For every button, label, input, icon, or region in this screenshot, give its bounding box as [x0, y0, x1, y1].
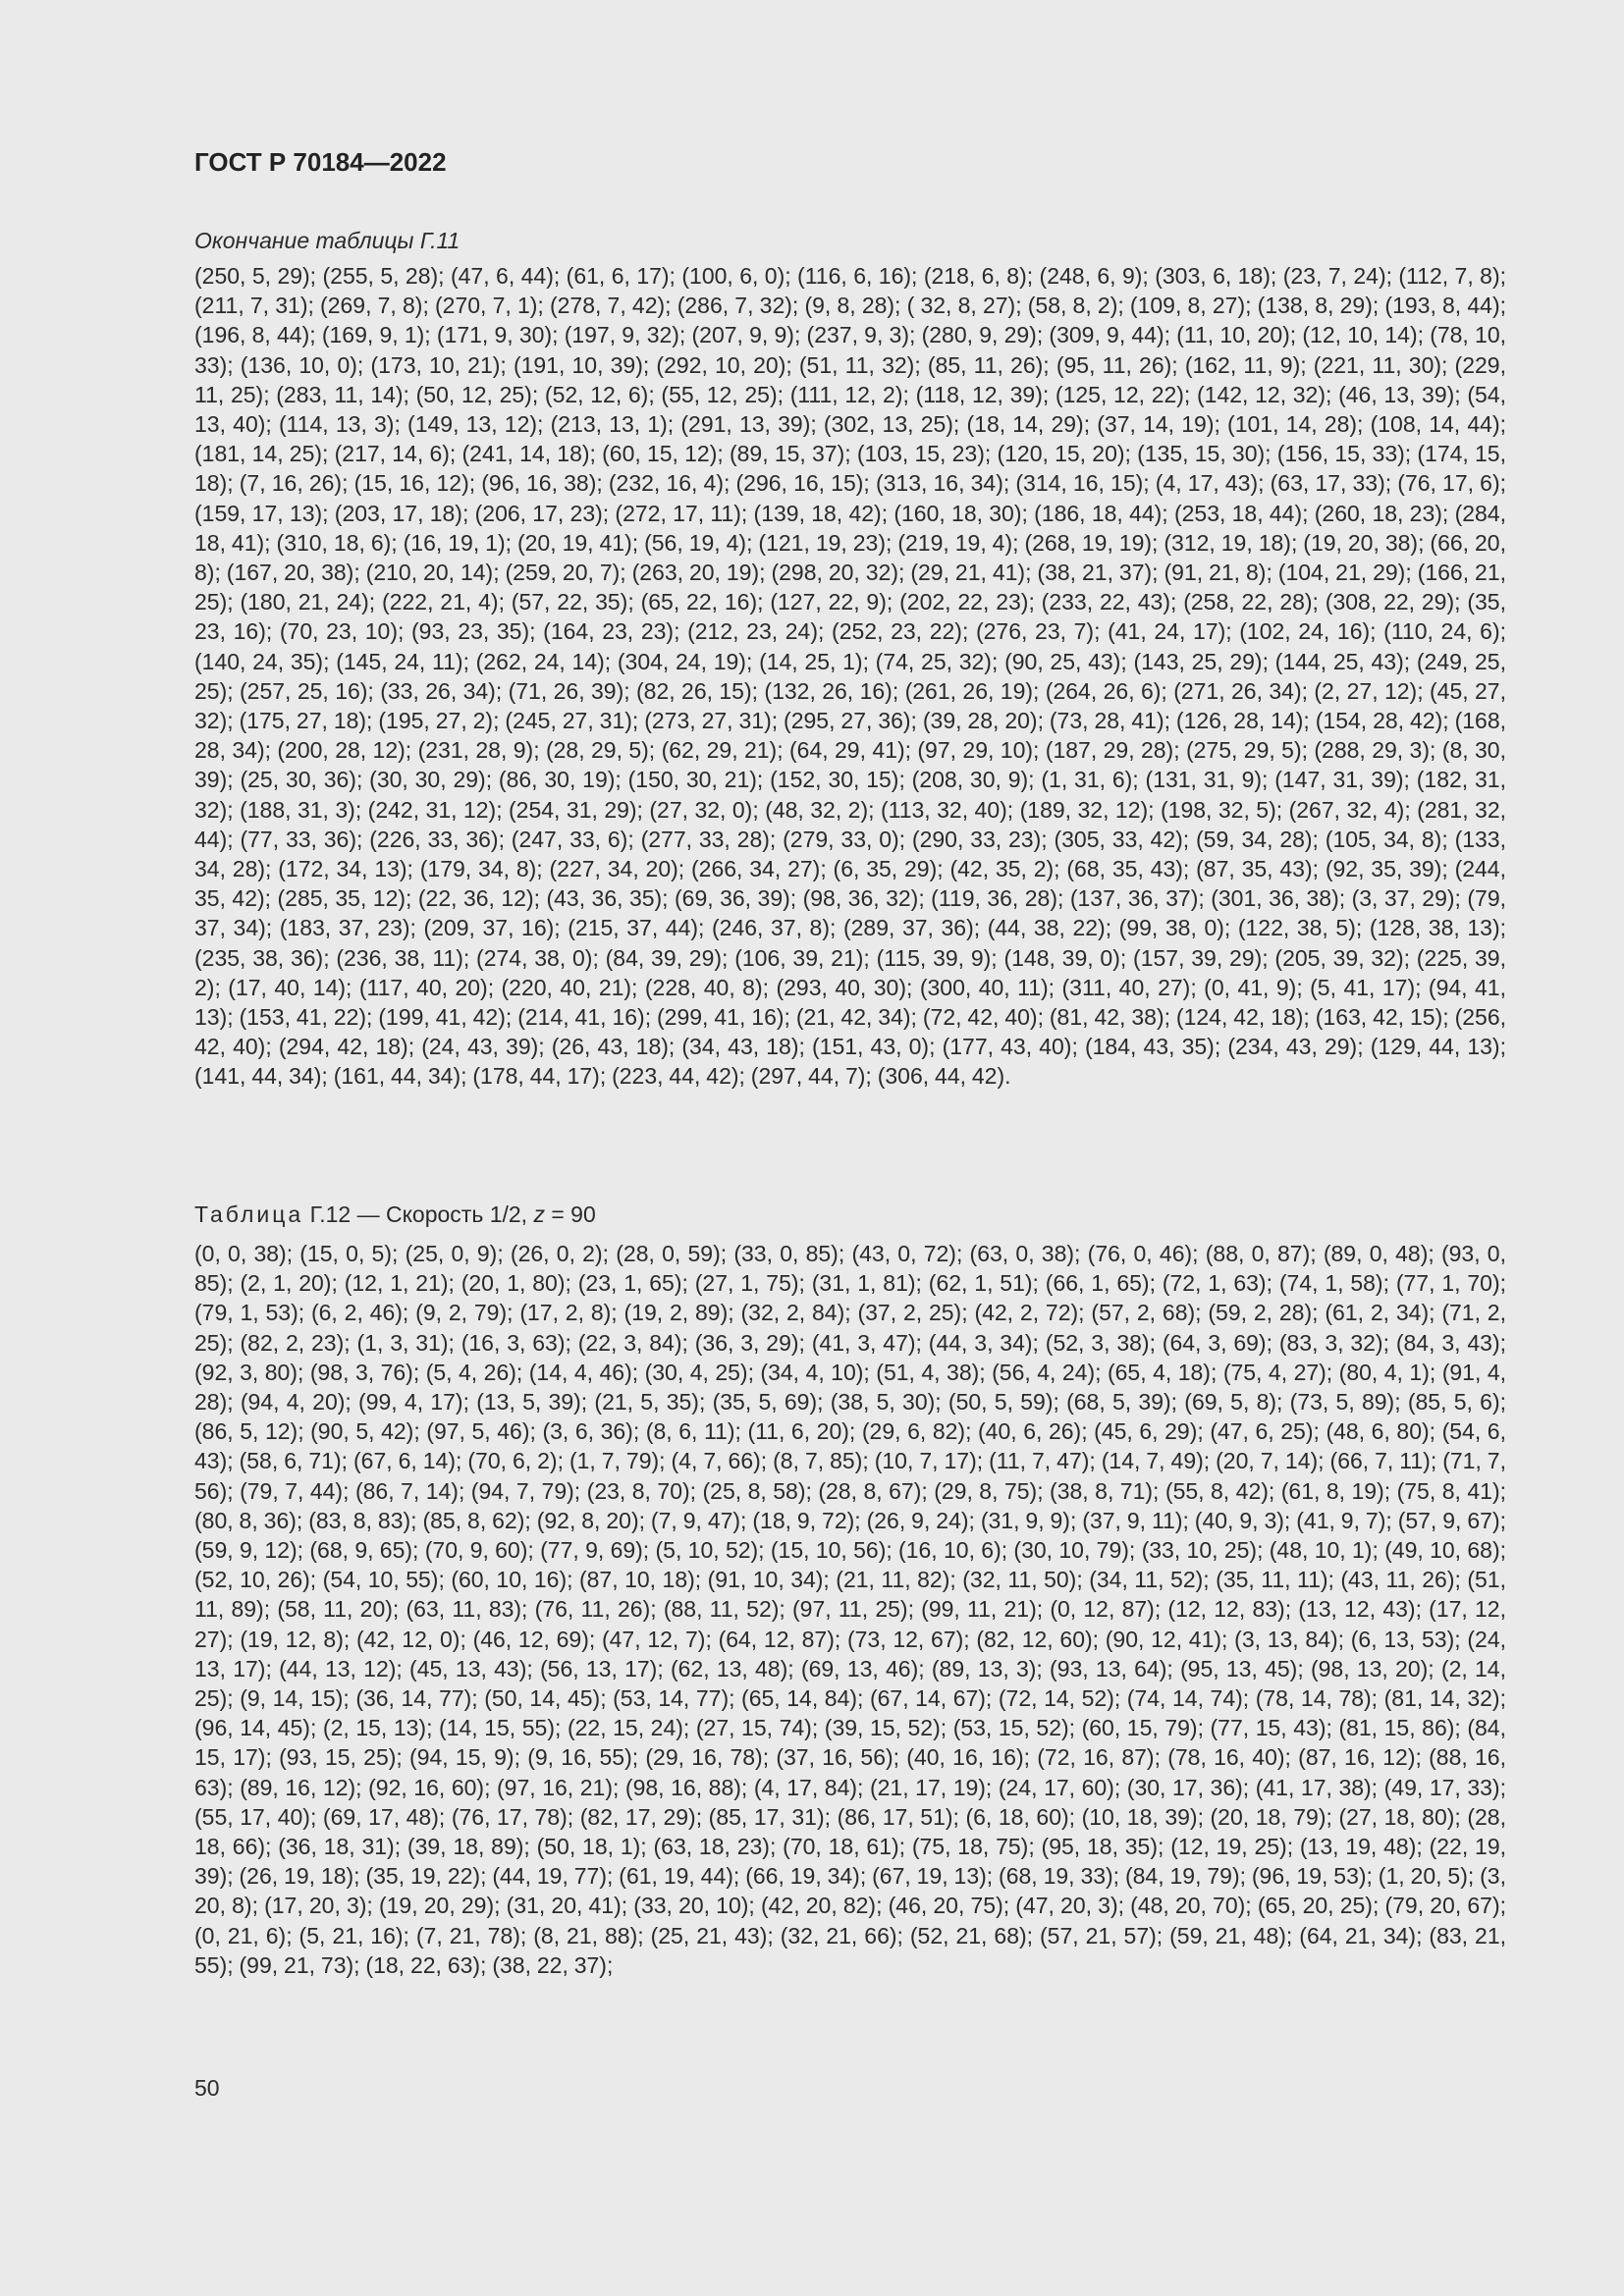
table-word: Таблица — [194, 1201, 304, 1227]
page-number: 50 — [194, 2075, 220, 2101]
table-g12-data: (0, 0, 38); (15, 0, 5); (25, 0, 9); (26, 0, 2); (28, 0, 59); (33, 0, 85); (43, 0, 72); (63, 0, 38); (76, 0, 46); (88, 0, 87); (89, 0, 48); (93, 0, 85); (2, 1, 20); (12, 1, 21); (20, 1, 80); (23, 1, 65); (27, 1, 75); (31, 1, 81); (62, 1, 51); (66, 1, 65); (72, 1, 63); (74, 1, 58); (77, 1, 70); (79, 1, 53); (6, 2, 46); (9, 2, 79); (17, 2, 8); (19, 2, 89); (32, 2, 84); (37, 2, 25); (42, 2, 72); (57, 2, 68); (59, 2, 28); (61, 2, 34); (71, 2, 25); (82, 2, 23); (1, 3, 31); (16, 3, 63); (22, 3, 84); (36, 3, 29); (41, 3, 47); (44, 3, 34); (52, 3, 38); (64, 3, 69); (83, 3, 32); (84, 3, 43); (92, 3, 80); (98, 3, 76); (5, 4, 26); (14, 4, 46); (30, 4, 25); (34, 4, 10); (51, 4, 38); (56, 4, 24); (65, 4, 18); (75, 4, 27); (80, 4, 1); (91, 4, 28); (94, 4, 20); (99, 4, 17); (13, 5, 39); (21, 5, 35); (35, 5, 69); (38, 5, 30); (50, 5, 59); (68, 5, 39); (69, 5, 8); (73, 5, 89); (85, 5, 6); (86, 5, 12); (90, 5, 42); (97, 5, 46); (3, 6, 36); (8, 6, 11); (11, 6, 20); (29, 6, 82); (40, 6, 26); (45, 6, 29); (47, 6, 25); (48, 6, 80); (54, 6, 43); (58, 6, 71); (67, 6, 14); (70, 6, 2); (1, 7, 79); (4, 7, 66); (8, 7, 85); (10, 7, 17); (11, 7, 47); (14, 7, 49); (20, 7, 14); (66, 7, 11); (71, 7, 56); (79, 7, 44); (86, 7, 14); (94, 7, 79); (23, 8, 70); (25, 8, 58); (28, 8, 67); (29, 8, 75); (38, 8, 71); (55, 8, 42); (61, 8, 19); (75, 8, 41); (80, 8, 36); (83, 8, 83); (85, 8, 62); (92, 8, 20); (7, 9, 47); (18, 9, 72); (26, 9, 24); (31, 9, 9); (37, 9, 11); (40, 9, 3); (41, 9, 7); (57, 9, 67); (59, 9, 12); (68, 9, 65); (70, 9, 60); (77, 9, 69); (5, 10, 52); (15, 10, 56); (16, 10, 6); (30, 10, 79); (33, 10, 25); (48, 10, 1); (49, 10, 68); (52, 10, 26); (54, 10, 55); (60, 10, 16); (87, 10, 18); (91, 10, 34); (21, 11, 82); (32, 11, 50); (34, 11, 52); (35, 11, 11); (43, 11, 26); (51, 11, 89); (58, 11, 20); (63, 11, 83); (76, 11, 26); (88, 11, 52); (97, 11, 25); (99, 11, 21); (0, 12, 87); (12, 12, 83); (13, 12, 43); (17, 12, 27); (19, 12, 8); (42, 12, 0); (46, 12, 69); (47, 12, 7); (64, 12, 87); (73, 12, 67); (82, 12, 60); (90, 12, 41); (3, 13, 84); (6, 13, 53); (24, 13, 17); (44, 13, 12); (45, 13, 43); (56, 13, 17); (62, 13, 48); (69, 13, 46); (89, 13, 3); (93, 13, 64); (95, 13, 45); (98, 13, 20); (2, 14, 25); (9, 14, 15); (36, 14, 77); (50, 14, 45); (53, 14, 77); (65, 14, 84); (67, 14, 67); (72, 14, 52); (74, 14, 74); (78, 14, 78); (81, 14, 32); (96, 14, 45); (2, 15, 13); (14, 15, 55); (22, 15, 24); (27, 15, 74); (39, 15, 52); (53, 15, 52); (60, 15, 79); (77, 15, 43); (81, 15, 86); (84, 15, 17); (93, 15, 25); (94, 15, 9); (9, 16, 55); (29, 16, 78); (37, 16, 56); (40, 16, 16); (72, 16, 87); (78, 16, 40); (87, 16, 12); (88, 16, 63); (89, 16, 12); (92, 16, 60); (97, 16, 21); (98, 16, 88); (4, 17, 84); (21, 17, 19); (24, 17, 60); (30, 17, 36); (41, 17, 38); (49, 17, 33); (55, 17, 40); (69, 17, 48); (76, 17, 78); (82, 17, 29); (85, 17, 31); (86, 17, 51); (6, 18, 60); (10, 18, 39); (20, 18, 79); (27, 18, 80); (28, 18, 66); (36, 18, 31); (39, 18, 89); (50, 18, 1); (63, 18, 23); (70, 18, 61); (75, 18, 75); (95, 18, 35); (12, 19, 25); (13, 19, 48); (22, 19, 39); (26, 19, 18); (35, 19, 22); (44, 19, 77); (61, 19, 44); (66, 19, 34); (67, 19, 13); (68, 19, 33); (84, 19, 79); (96, 19, 53); (1, 20, 5); (3, 20, 8); (17, 20, 3); (19, 20, 29); (31, 20, 41); (33, 20, 10); (42, 20, 82); (46, 20, 75); (47, 20, 3); (48, 20, 70); (65, 20, 25); (79, 20, 67); (0, 21, 6); (5, 21, 16); (7, 21, 78); (8, 21, 88); (25, 21, 43); (32, 21, 66); (52, 21, 68); (57, 21, 57); (59, 21, 48); (64, 21, 34); (83, 21, 55); (99, 21, 73); (18, 22, 63); (38, 22, 37); — [194, 1241, 1506, 1978]
z-value: = 90 — [551, 1201, 596, 1227]
table-g11-continuation-caption: Окончание таблицы Г.11 — [194, 228, 460, 253]
z-symbol: z — [533, 1201, 545, 1227]
table-g11-data: (250, 5, 29); (255, 5, 28); (47, 6, 44); (61, 6, 17); (100, 6, 0); (116, 6, 16); (218, 6, 8); (248, 6, 9); (303, 6, 18); (23, 7, 24); (112, 7, 8); (211, 7, 31); (269, 7, 8); (270, 7, 1); (278, 7, 42); (286, 7, 32); (9, 8, 28); ( 32, 8, 27); (58, 8, 2); (109, 8, 27); (138, 8, 29); (193, 8, 44); (196, 8, 44); (169, 9, 1); (171, 9, 30); (197, 9, 32); (207, 9, 9); (237, 9, 3); (280, 9, 29); (309, 9, 44); (11, 10, 20); (12, 10, 14); (78, 10, 33); (136, 10, 0); (173, 10, 21); (191, 10, 39); (292, 10, 20); (51, 11, 32); (85, 11, 26); (95, 11, 26); (162, 11, 9); (221, 11, 30); (229, 11, 25); (283, 11, 14); (50, 12, 25); (52, 12, 6); (55, 12, 25); (111, 12, 2); (118, 12, 39); (125, 12, 22); (142, 12, 32); (46, 13, 39); (54, 13, 40); (114, 13, 3); (149, 13, 12); (213, 13, 1); (291, 13, 39); (302, 13, 25); (18, 14, 29); (37, 14, 19); (101, 14, 28); (108, 14, 44); (181, 14, 25); (217, 14, 6); (241, 14, 18); (60, 15, 12); (89, 15, 37); (103, 15, 23); (120, 15, 20); (135, 15, 30); (156, 15, 33); (174, 15, 18); (7, 16, 26); (15, 16, 12); (96, 16, 38); (232, 16, 4); (296, 16, 15); (313, 16, 34); (314, 16, 15); (4, 17, 43); (63, 17, 33); (76, 17, 6); (159, 17, 13); (203, 17, 18); (206, 17, 23); (272, 17, 11); (139, 18, 42); (160, 18, 30); (186, 18, 44); (253, 18, 44); (260, 18, 23); (284, 18, 41); (310, 18, 6); (16, 19, 1); (20, 19, 41); (56, 19, 4); (121, 19, 23); (219, 19, 4); (268, 19, 19); (312, 19, 18); (19, 20, 38); (66, 20, 8); (167, 20, 38); (210, 20, 14); (259, 20, 7); (263, 20, 19); (298, 20, 32); (29, 21, 41); (38, 21, 37); (91, 21, 8); (104, 21, 29); (166, 21, 25); (180, 21, 24); (222, 21, 4); (57, 22, 35); (65, 22, 16); (127, 22, 9); (202, 22, 23); (233, 22, 43); (258, 22, 28); (308, 22, 29); (35, 23, 16); (70, 23, 10); (93, 23, 35); (164, 23, 23); (212, 23, 24); (252, 23, 22); (276, 23, 7); (41, 24, 17); (102, 24, 16); (110, 24, 6); (140, 24, 35); (145, 24, 11); (262, 24, 14); (304, 24, 19); (14, 25, 1); (74, 25, 32); (90, 25, 43); (143, 25, 29); (144, 25, 43); (249, 25, 25); (257, 25, 16); (33, 26, 34); (71, 26, 39); (82, 26, 15); (132, 26, 16); (261, 26, 19); (264, 26, 6); (271, 26, 34); (2, 27, 12); (45, 27, 32); (175, 27, 18); (195, 27, 2); (245, 27, 31); (273, 27, 31); (295, 27, 36); (39, 28, 20); (73, 28, 41); (126, 28, 14); (154, 28, 42); (168, 28, 34); (200, 28, 12); (231, 28, 9); (28, 29, 5); (62, 29, 21); (64, 29, 41); (97, 29, 10); (187, 29, 28); (275, 29, 5); (288, 29, 3); (8, 30, 39); (25, 30, 36); (30, 30, 29); (86, 30, 19); (150, 30, 21); (152, 30, 15); (208, 30, 9); (1, 31, 6); (131, 31, 9); (147, 31, 39); (182, 31, 32); (188, 31, 3); (242, 31, 12); (254, 31, 29); (27, 32, 0); (48, 32, 2); (113, 32, 40); (189, 32, 12); (198, 32, 5); (267, 32, 4); (281, 32, 44); (77, 33, 36); (226, 33, 36); (247, 33, 6); (277, 33, 28); (279, 33, 0); (290, 33, 23); (305, 33, 42); (59, 34, 28); (105, 34, 8); (133, 34, 28); (172, 34, 13); (179, 34, 8); (227, 34, 20); (266, 34, 27); (6, 35, 29); (42, 35, 2); (68, 35, 43); (87, 35, 43); (92, 35, 39); (244, 35, 42); (285, 35, 12); (22, 36, 12); (43, 36, 35); (69, 36, 39); (98, 36, 32); (119, 36, 28); (137, 36, 37); (301, 36, 38); (3, 37, 29); (79, 37, 34); (183, 37, 23); (209, 37, 16); (215, 37, 44); (246, 37, 8); (289, 37, 36); (44, 38, 22); (99, 38, 0); (122, 38, 5); (128, 38, 13); (235, 38, 36); (236, 38, 11); (274, 38, 0); (84, 39, 29); (106, 39, 21); (115, 39, 9); (148, 39, 0); (157, 39, 29); (205, 39, 32); (225, 39, 2); (17, 40, 14); (117, 40, 20); (220, 40, 21); (228, 40, 8); (293, 40, 30); (300, 40, 11); (311, 40, 27); (0, 41, 9); (5, 41, 17); (94, 41, 13); (153, 41, 22); (199, 41, 42); (214, 41, 16); (299, 41, 16); (21, 42, 34); (72, 42, 40); (81, 42, 38); (124, 42, 18); (163, 42, 15); (256, 42, 40); (294, 42, 18); (24, 43, 39); (26, 43, 18); (34, 43, 18); (151, 43, 0); (177, 43, 40); (184, 43, 35); (234, 43, 29); (129, 44, 13); (141, 44, 34); (161, 44, 34); (178, 44, 17); (223, 44, 42); (297, 44, 7); (306, 44, 42). — [194, 263, 1506, 1090]
table-g12-title-rest: Г.12 — Скорость 1/2, — [309, 1201, 528, 1227]
table-g12-title — [194, 1201, 596, 1228]
standard-header: ГОСТ Р 70184—2022 — [194, 147, 447, 177]
